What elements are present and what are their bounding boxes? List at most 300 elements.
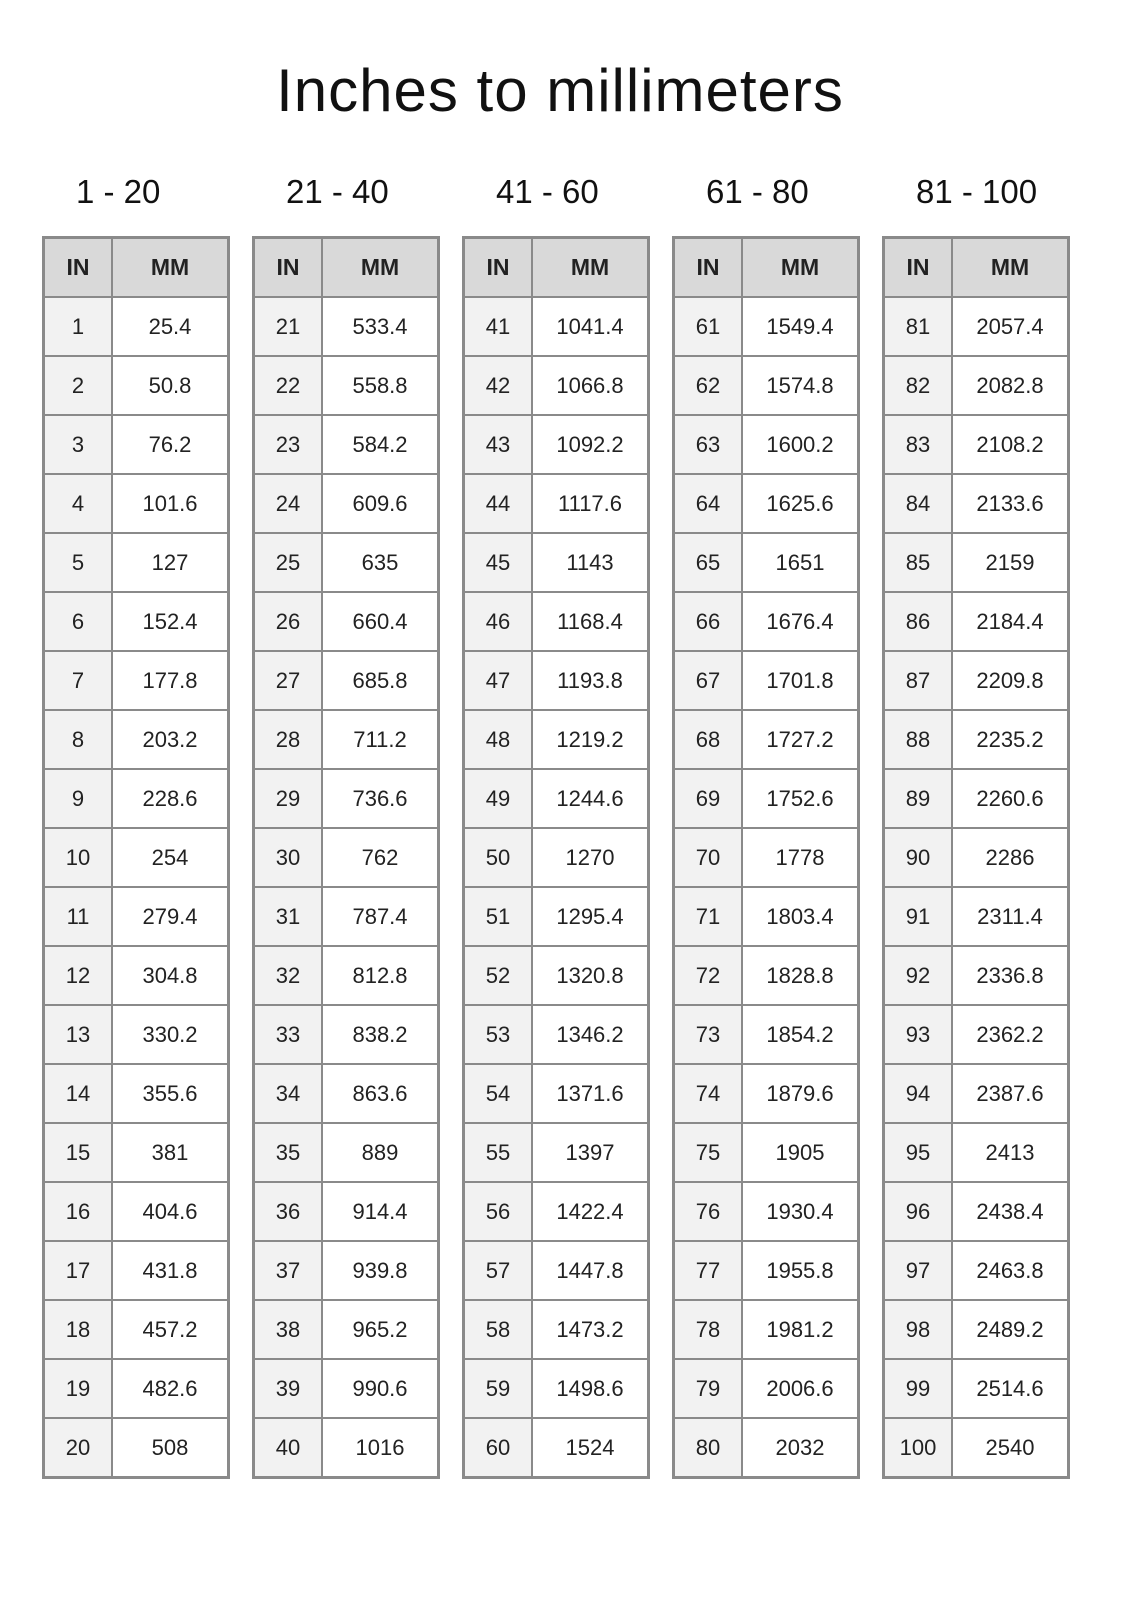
range-heading: 21 - 40	[286, 173, 389, 210]
conversion-columns	[42, 172, 1082, 1552]
millimeters-cell: 863.6	[322, 1064, 439, 1123]
millimeters-cell: 203.2	[112, 710, 229, 769]
range-group-3	[462, 172, 650, 1479]
table-row	[884, 1005, 1069, 1064]
inches-cell: 69	[674, 769, 743, 828]
inches-cell: 36	[254, 1182, 323, 1241]
inches-cell: 26	[254, 592, 323, 651]
inches-cell: 17	[44, 1241, 113, 1300]
millimeters-cell: 279.4	[112, 887, 229, 946]
range-heading: 61 - 80	[706, 173, 809, 210]
table-row	[464, 946, 649, 1005]
range-heading: 41 - 60	[496, 173, 599, 210]
millimeters-cell: 1625.6	[742, 474, 859, 533]
millimeters-cell: 1422.4	[532, 1182, 649, 1241]
table-row	[44, 474, 229, 533]
table-header-row	[464, 238, 649, 298]
inches-cell: 89	[884, 769, 953, 828]
inches-cell: 38	[254, 1300, 323, 1359]
inches-cell: 54	[464, 1064, 533, 1123]
millimeters-cell: 1397	[532, 1123, 649, 1182]
inches-cell: 55	[464, 1123, 533, 1182]
inches-cell: 45	[464, 533, 533, 592]
table-row	[464, 710, 649, 769]
inches-cell: 57	[464, 1241, 533, 1300]
table-row	[254, 356, 439, 415]
millimeters-cell: 2209.8	[952, 651, 1069, 710]
inches-cell: 98	[884, 1300, 953, 1359]
inches-cell: 78	[674, 1300, 743, 1359]
millimeters-cell: 1346.2	[532, 1005, 649, 1064]
inches-cell: 67	[674, 651, 743, 710]
inches-cell: 28	[254, 710, 323, 769]
table-row	[464, 415, 649, 474]
table-row	[674, 297, 859, 356]
table-row	[884, 1359, 1069, 1418]
table-row	[464, 1123, 649, 1182]
table-row	[44, 1359, 229, 1418]
table-row	[884, 828, 1069, 887]
page-title: Inches to millimeters	[276, 57, 844, 124]
millimeters-cell: 660.4	[322, 592, 439, 651]
table-row	[464, 1005, 649, 1064]
table-row	[674, 415, 859, 474]
table-row	[254, 1300, 439, 1359]
table-row	[464, 1241, 649, 1300]
millimeters-cell: 254	[112, 828, 229, 887]
inches-cell: 62	[674, 356, 743, 415]
inches-cell: 5	[44, 533, 113, 592]
table-row	[254, 651, 439, 710]
table-row	[254, 710, 439, 769]
table-row	[44, 297, 229, 356]
millimeters-cell: 101.6	[112, 474, 229, 533]
inches-cell: 12	[44, 946, 113, 1005]
millimeters-cell: 2489.2	[952, 1300, 1069, 1359]
millimeters-cell: 1981.2	[742, 1300, 859, 1359]
table-row	[44, 710, 229, 769]
inches-cell: 88	[884, 710, 953, 769]
table-row	[44, 1418, 229, 1478]
table-row	[464, 1182, 649, 1241]
millimeters-cell: 2438.4	[952, 1182, 1069, 1241]
table-row	[884, 1182, 1069, 1241]
millimeters-cell: 1524	[532, 1418, 649, 1478]
millimeters-cell: 1854.2	[742, 1005, 859, 1064]
range-group-5	[882, 172, 1070, 1479]
table-row	[464, 356, 649, 415]
table-row	[44, 1182, 229, 1241]
inches-cell: 27	[254, 651, 323, 710]
table-row	[674, 1241, 859, 1300]
inches-cell: 25	[254, 533, 323, 592]
millimeters-cell: 1295.4	[532, 887, 649, 946]
table-row	[464, 828, 649, 887]
millimeters-cell: 1651	[742, 533, 859, 592]
inches-cell: 39	[254, 1359, 323, 1418]
range-group-1	[42, 172, 230, 1479]
millimeters-cell: 381	[112, 1123, 229, 1182]
column-header-inches: IN	[464, 238, 533, 298]
millimeters-cell: 2082.8	[952, 356, 1069, 415]
inches-cell: 74	[674, 1064, 743, 1123]
millimeters-cell: 2362.2	[952, 1005, 1069, 1064]
table-row	[254, 1359, 439, 1418]
table-row	[884, 474, 1069, 533]
inches-cell: 29	[254, 769, 323, 828]
millimeters-cell: 1930.4	[742, 1182, 859, 1241]
conversion-table	[252, 236, 440, 1479]
inches-cell: 21	[254, 297, 323, 356]
millimeters-cell: 838.2	[322, 1005, 439, 1064]
table-row	[44, 415, 229, 474]
column-header-millimeters: MM	[532, 238, 649, 298]
inches-cell: 70	[674, 828, 743, 887]
table-row	[884, 710, 1069, 769]
inches-cell: 90	[884, 828, 953, 887]
inches-cell: 64	[674, 474, 743, 533]
table-row	[254, 1005, 439, 1064]
table-row	[884, 1300, 1069, 1359]
column-header-millimeters: MM	[742, 238, 859, 298]
inches-cell: 42	[464, 356, 533, 415]
table-row	[464, 1418, 649, 1478]
inches-cell: 15	[44, 1123, 113, 1182]
inches-cell: 50	[464, 828, 533, 887]
table-header-row	[254, 238, 439, 298]
table-row	[254, 1241, 439, 1300]
table-row	[44, 533, 229, 592]
millimeters-cell: 1092.2	[532, 415, 649, 474]
table-row	[674, 474, 859, 533]
conversion-table	[462, 236, 650, 1479]
millimeters-cell: 1473.2	[532, 1300, 649, 1359]
millimeters-cell: 1270	[532, 828, 649, 887]
conversion-table	[672, 236, 860, 1479]
table-row	[674, 356, 859, 415]
millimeters-cell: 76.2	[112, 415, 229, 474]
inches-cell: 63	[674, 415, 743, 474]
table-row	[254, 415, 439, 474]
millimeters-cell: 1879.6	[742, 1064, 859, 1123]
inches-cell: 24	[254, 474, 323, 533]
millimeters-cell: 2006.6	[742, 1359, 859, 1418]
millimeters-cell: 1727.2	[742, 710, 859, 769]
inches-cell: 72	[674, 946, 743, 1005]
millimeters-cell: 228.6	[112, 769, 229, 828]
millimeters-cell: 2260.6	[952, 769, 1069, 828]
table-row	[884, 769, 1069, 828]
inches-cell: 19	[44, 1359, 113, 1418]
inches-cell: 66	[674, 592, 743, 651]
millimeters-cell: 2387.6	[952, 1064, 1069, 1123]
conversion-table	[42, 236, 230, 1479]
inches-cell: 95	[884, 1123, 953, 1182]
millimeters-cell: 889	[322, 1123, 439, 1182]
inches-cell: 84	[884, 474, 953, 533]
table-row	[884, 946, 1069, 1005]
column-header-millimeters: MM	[952, 238, 1069, 298]
inches-cell: 81	[884, 297, 953, 356]
millimeters-cell: 1371.6	[532, 1064, 649, 1123]
millimeters-cell: 635	[322, 533, 439, 592]
column-header-millimeters: MM	[112, 238, 229, 298]
millimeters-cell: 2235.2	[952, 710, 1069, 769]
inches-cell: 59	[464, 1359, 533, 1418]
table-row	[674, 1359, 859, 1418]
inches-cell: 71	[674, 887, 743, 946]
millimeters-cell: 1778	[742, 828, 859, 887]
millimeters-cell: 736.6	[322, 769, 439, 828]
table-row	[674, 1300, 859, 1359]
table-row	[674, 946, 859, 1005]
millimeters-cell: 812.8	[322, 946, 439, 1005]
table-row	[674, 651, 859, 710]
inches-cell: 52	[464, 946, 533, 1005]
table-row	[464, 1064, 649, 1123]
range-group-2	[252, 172, 440, 1479]
table-row	[884, 1241, 1069, 1300]
inches-cell: 34	[254, 1064, 323, 1123]
inches-cell: 31	[254, 887, 323, 946]
inches-cell: 82	[884, 356, 953, 415]
millimeters-cell: 1193.8	[532, 651, 649, 710]
table-row	[884, 533, 1069, 592]
table-row	[254, 533, 439, 592]
millimeters-cell: 609.6	[322, 474, 439, 533]
millimeters-cell: 939.8	[322, 1241, 439, 1300]
table-row	[464, 533, 649, 592]
millimeters-cell: 2413	[952, 1123, 1069, 1182]
column-header-inches: IN	[674, 238, 743, 298]
inches-cell: 100	[884, 1418, 953, 1478]
inches-cell: 53	[464, 1005, 533, 1064]
millimeters-cell: 1320.8	[532, 946, 649, 1005]
millimeters-cell: 558.8	[322, 356, 439, 415]
millimeters-cell: 965.2	[322, 1300, 439, 1359]
table-row	[674, 1182, 859, 1241]
millimeters-cell: 2540	[952, 1418, 1069, 1478]
table-header-row	[44, 238, 229, 298]
table-row	[884, 415, 1069, 474]
inches-cell: 73	[674, 1005, 743, 1064]
millimeters-cell: 1574.8	[742, 356, 859, 415]
inches-cell: 33	[254, 1005, 323, 1064]
inches-cell: 1	[44, 297, 113, 356]
table-row	[884, 592, 1069, 651]
millimeters-cell: 1447.8	[532, 1241, 649, 1300]
table-row	[884, 1064, 1069, 1123]
table-row	[464, 474, 649, 533]
table-row	[464, 1359, 649, 1418]
millimeters-cell: 533.4	[322, 297, 439, 356]
inches-cell: 83	[884, 415, 953, 474]
millimeters-cell: 1066.8	[532, 356, 649, 415]
inches-cell: 92	[884, 946, 953, 1005]
column-header-millimeters: MM	[322, 238, 439, 298]
inches-cell: 4	[44, 474, 113, 533]
inches-cell: 80	[674, 1418, 743, 1478]
inches-cell: 11	[44, 887, 113, 946]
millimeters-cell: 152.4	[112, 592, 229, 651]
range-heading: 81 - 100	[916, 173, 1038, 210]
millimeters-cell: 1219.2	[532, 710, 649, 769]
millimeters-cell: 2286	[952, 828, 1069, 887]
inches-cell: 40	[254, 1418, 323, 1478]
millimeters-cell: 508	[112, 1418, 229, 1478]
millimeters-cell: 2108.2	[952, 415, 1069, 474]
millimeters-cell: 25.4	[112, 297, 229, 356]
table-row	[884, 1123, 1069, 1182]
millimeters-cell: 2057.4	[952, 297, 1069, 356]
inches-cell: 13	[44, 1005, 113, 1064]
inches-cell: 44	[464, 474, 533, 533]
inches-cell: 10	[44, 828, 113, 887]
inches-cell: 68	[674, 710, 743, 769]
inches-cell: 8	[44, 710, 113, 769]
inches-cell: 86	[884, 592, 953, 651]
millimeters-cell: 1905	[742, 1123, 859, 1182]
range-heading: 1 - 20	[76, 173, 161, 210]
inches-cell: 58	[464, 1300, 533, 1359]
millimeters-cell: 127	[112, 533, 229, 592]
table-header-row	[884, 238, 1069, 298]
table-row	[674, 887, 859, 946]
millimeters-cell: 304.8	[112, 946, 229, 1005]
inches-cell: 23	[254, 415, 323, 474]
table-row	[464, 1300, 649, 1359]
table-row	[254, 297, 439, 356]
table-row	[674, 592, 859, 651]
inches-cell: 97	[884, 1241, 953, 1300]
millimeters-cell: 2133.6	[952, 474, 1069, 533]
table-row	[44, 1123, 229, 1182]
inches-cell: 49	[464, 769, 533, 828]
table-row	[254, 1418, 439, 1478]
inches-cell: 48	[464, 710, 533, 769]
table-row	[464, 592, 649, 651]
millimeters-cell: 2032	[742, 1418, 859, 1478]
millimeters-cell: 457.2	[112, 1300, 229, 1359]
table-row	[254, 592, 439, 651]
inches-cell: 7	[44, 651, 113, 710]
inches-cell: 16	[44, 1182, 113, 1241]
table-row	[674, 710, 859, 769]
table-row	[44, 769, 229, 828]
table-row	[254, 474, 439, 533]
table-row	[254, 887, 439, 946]
millimeters-cell: 1676.4	[742, 592, 859, 651]
inches-cell: 85	[884, 533, 953, 592]
table-row	[44, 1064, 229, 1123]
table-row	[884, 651, 1069, 710]
table-row	[254, 1123, 439, 1182]
table-row	[44, 592, 229, 651]
table-row	[884, 887, 1069, 946]
millimeters-cell: 404.6	[112, 1182, 229, 1241]
inches-cell: 6	[44, 592, 113, 651]
table-row	[44, 887, 229, 946]
millimeters-cell: 914.4	[322, 1182, 439, 1241]
table-row	[44, 651, 229, 710]
inches-cell: 56	[464, 1182, 533, 1241]
table-row	[884, 297, 1069, 356]
inches-cell: 46	[464, 592, 533, 651]
table-row	[254, 828, 439, 887]
table-row	[44, 1300, 229, 1359]
millimeters-cell: 1117.6	[532, 474, 649, 533]
table-row	[44, 828, 229, 887]
table-row	[674, 1418, 859, 1478]
inches-cell: 30	[254, 828, 323, 887]
inches-cell: 18	[44, 1300, 113, 1359]
millimeters-cell: 1143	[532, 533, 649, 592]
table-row	[674, 1064, 859, 1123]
millimeters-cell: 1168.4	[532, 592, 649, 651]
table-row	[44, 1241, 229, 1300]
inches-cell: 91	[884, 887, 953, 946]
inches-cell: 79	[674, 1359, 743, 1418]
inches-cell: 99	[884, 1359, 953, 1418]
millimeters-cell: 711.2	[322, 710, 439, 769]
conversion-table	[882, 236, 1070, 1479]
range-group-4	[672, 172, 860, 1479]
table-row	[674, 533, 859, 592]
inches-cell: 75	[674, 1123, 743, 1182]
millimeters-cell: 2311.4	[952, 887, 1069, 946]
inches-cell: 60	[464, 1418, 533, 1478]
millimeters-cell: 1549.4	[742, 297, 859, 356]
inches-cell: 87	[884, 651, 953, 710]
inches-cell: 9	[44, 769, 113, 828]
column-header-inches: IN	[254, 238, 323, 298]
table-row	[884, 1418, 1069, 1478]
inches-cell: 3	[44, 415, 113, 474]
inches-cell: 2	[44, 356, 113, 415]
millimeters-cell: 1600.2	[742, 415, 859, 474]
millimeters-cell: 1701.8	[742, 651, 859, 710]
millimeters-cell: 584.2	[322, 415, 439, 474]
table-row	[44, 356, 229, 415]
inches-cell: 32	[254, 946, 323, 1005]
millimeters-cell: 1244.6	[532, 769, 649, 828]
inches-cell: 22	[254, 356, 323, 415]
inches-cell: 77	[674, 1241, 743, 1300]
table-row	[674, 828, 859, 887]
inches-cell: 41	[464, 297, 533, 356]
millimeters-cell: 762	[322, 828, 439, 887]
millimeters-cell: 2336.8	[952, 946, 1069, 1005]
millimeters-cell: 2159	[952, 533, 1069, 592]
inches-cell: 43	[464, 415, 533, 474]
millimeters-cell: 1752.6	[742, 769, 859, 828]
millimeters-cell: 1041.4	[532, 297, 649, 356]
millimeters-cell: 685.8	[322, 651, 439, 710]
millimeters-cell: 1016	[322, 1418, 439, 1478]
table-row	[254, 1182, 439, 1241]
table-row	[254, 769, 439, 828]
table-row	[884, 356, 1069, 415]
table-row	[464, 651, 649, 710]
millimeters-cell: 1955.8	[742, 1241, 859, 1300]
table-row	[44, 1005, 229, 1064]
millimeters-cell: 2463.8	[952, 1241, 1069, 1300]
millimeters-cell: 330.2	[112, 1005, 229, 1064]
column-header-inches: IN	[884, 238, 953, 298]
inches-cell: 14	[44, 1064, 113, 1123]
table-row	[464, 887, 649, 946]
inches-cell: 35	[254, 1123, 323, 1182]
